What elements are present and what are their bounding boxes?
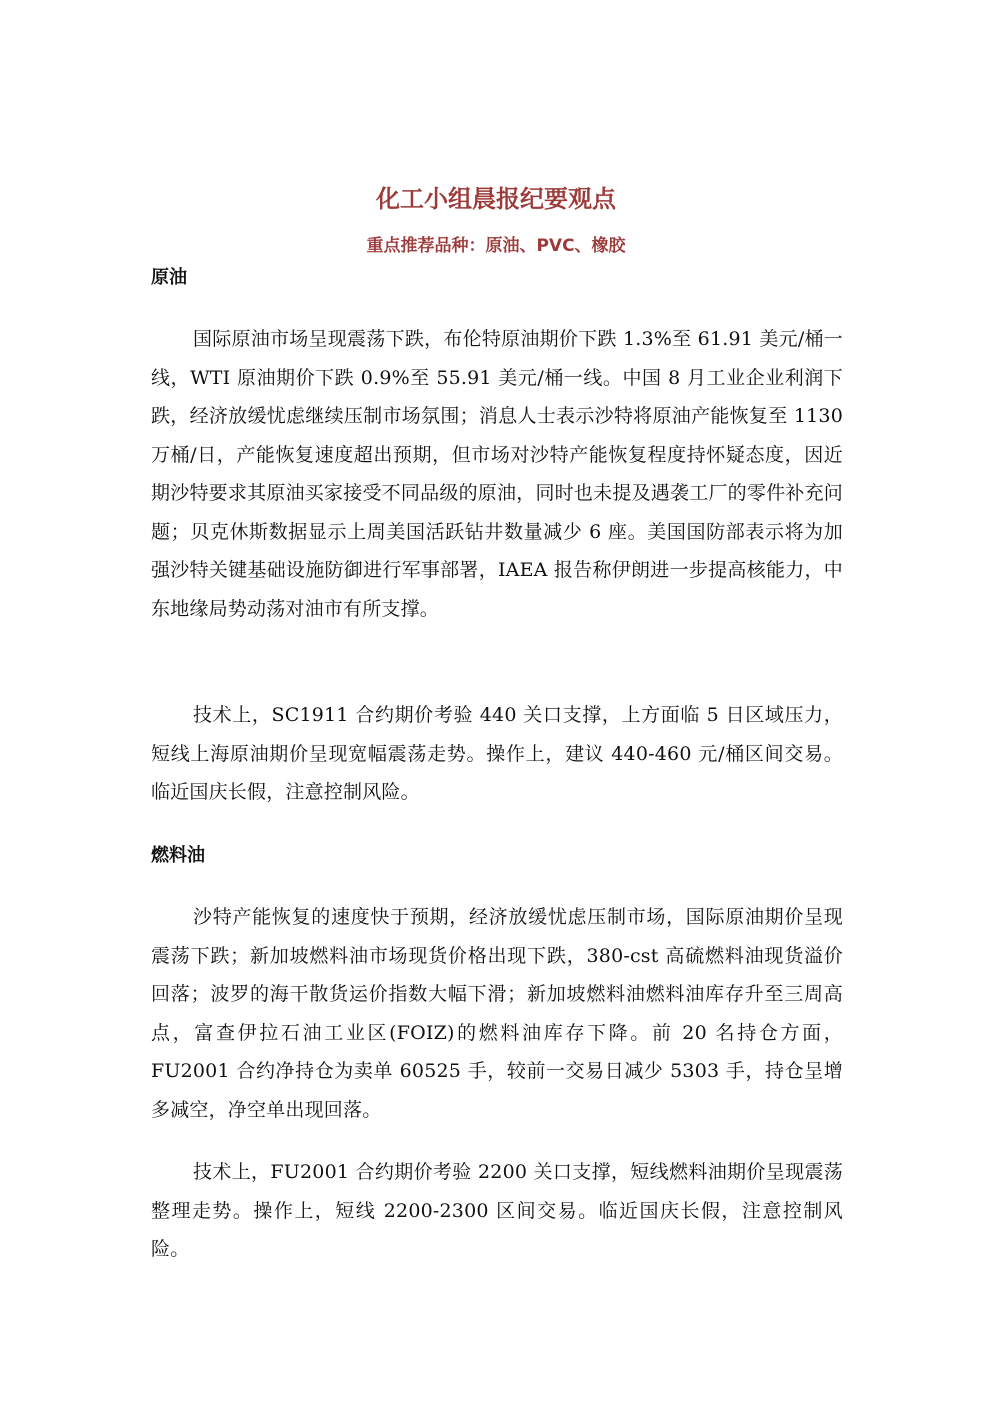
section-heading-crude-oil: 原油 — [151, 267, 187, 288]
document-title: 化工小组晨报纪要观点 — [376, 185, 616, 213]
crude-oil-paragraph-2: 技术上，SC1911 合约期价考验 440 关口支撑，上方面临 5 日区域压力，短线上海原油期价呈现宽幅震荡走势。操作上，建议 440-460 元/桶区间交易。临近国庆长假，注意控制风险。 — [151, 704, 843, 803]
fuel-oil-paragraph-2: 技术上，FU2001 合约期价考验 2200 关口支撑，短线燃料油期价呈现震荡整理走势。操作上，短线 2200-2300 区间交易。临近国庆长假，注意控制风险。 — [151, 1161, 843, 1260]
crude-oil-paragraph-1: 国际原油市场呈现震荡下跌，布伦特原油期价下跌 1.3%至 61.91 美元/桶一线，WTI 原油期价下跌 0.9%至 55.91 美元/桶一线。中国 8 月工业企业利润下跌，经济放缓忧虑继续压制市场氛围；消息人士表示沙特将原油产能恢复至 1130 万桶/日，产能恢复速度超出预期，但市场对沙特产能恢复程度持怀疑态度，因近期沙特要求其原油买家接受不同品级的原油，同时也未提及遇袭工厂的零件补充问题；贝克休斯数据显示上周美国活跃钻井数量减少 6 座。美国国防部表示将为加强沙特关键基础设施防御进行军事部署，IAEA 报告称伊朗进一步提高核能力，中东地缘局势动荡对油市有所支撑。 — [151, 328, 843, 620]
section-heading-fuel-oil: 燃料油 — [151, 845, 205, 866]
document-subtitle: 重点推荐品种：原油、PVC、橡胶 — [366, 236, 626, 256]
fuel-oil-paragraph-1: 沙特产能恢复的速度快于预期，经济放缓忧虑压制市场，国际原油期价呈现震荡下跌；新加坡燃料油市场现货价格出现下跌，380-cst 高硫燃料油现货溢价回落；波罗的海干散货运价指数大幅下滑；新加坡燃料油燃料油库存升至三周高点，富查伊拉石油工业区(FOIZ)的燃料油库存下降。前 20 名持仓方面，FU2001 合约净持仓为卖单 60525 手，较前一交易日减少 5303 手，持仓呈增多减空，净空单出现回落。 — [151, 906, 844, 1121]
